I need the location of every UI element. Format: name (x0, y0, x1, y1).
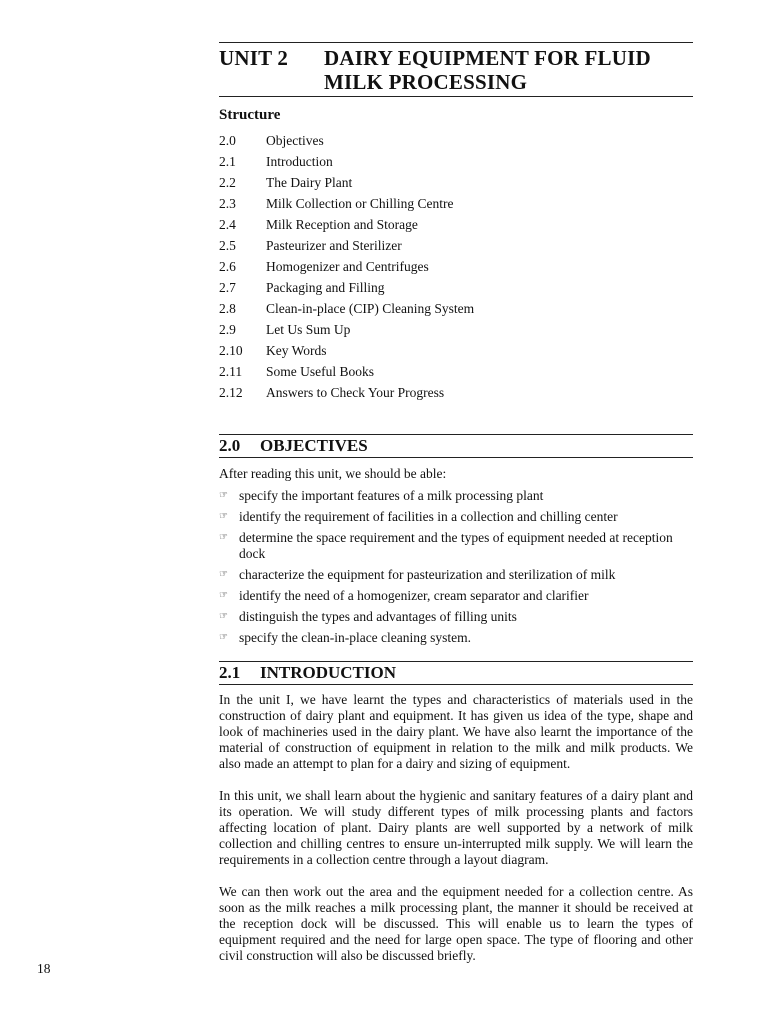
unit-title (324, 46, 693, 94)
hand-pointer-icon: ☞ (219, 590, 228, 601)
toc-item: 2.1 Introduction (219, 154, 333, 169)
toc-item: 2.2 The Dairy Plant (219, 175, 353, 190)
hand-pointer-icon: ☞ (219, 611, 228, 622)
hand-pointer-icon: ☞ (219, 569, 228, 580)
toc-item: 2.6 Homogenizer and Centrifuges (219, 259, 429, 274)
intro-paragraph-3: We can then work out the area and the equipment needed for a collection centre. As soon as the milk reaches a milk processing plant, the manner it should be received at the reception dock will be discussed. This will enable us to learn the types of equipment required and the need for large open space. The type of flooring and other civil construction will also be discussed briefly. (219, 884, 693, 963)
toc-item: 2.7 Packaging and Filling (219, 280, 385, 295)
toc-item: 2.8 Clean-in-place (CIP) Cleaning System (219, 301, 475, 316)
toc-item: 2.11 Some Useful Books (219, 364, 374, 379)
unit-header-rule (219, 96, 693, 97)
unit-title-line2: MILK PROCESSING (324, 70, 528, 94)
hand-pointer-icon: ☞ (219, 532, 228, 543)
toc-item: 2.12 Answers to Check Your Progress (219, 385, 445, 400)
list-item: ☞ specify the clean-in-place cleaning system. (219, 630, 472, 645)
introduction-title: INTRODUCTION (260, 663, 397, 682)
list-item: ☞ distinguish the types and advantages of filling units (219, 609, 517, 624)
intro-paragraph-2: In this unit, we shall learn about the hygienic and sanitary features of a dairy plant and its operation. We will study different types of milk processing plants and factors affecting location of plant. Dairy plants are well supported by a network of milk collection and chilling centres to ensure un-interrupted milk supply. We will learn the requirements in a collection centre through a layout diagram. (219, 788, 693, 867)
list-item: ☞ specify the important features of a milk processing plant (219, 488, 544, 503)
page-number: 18 (37, 961, 51, 976)
toc-item: 2.3 Milk Collection or Chilling Centre (219, 196, 454, 211)
introduction-heading (219, 662, 693, 684)
hand-pointer-icon: ☞ (219, 511, 228, 522)
toc-item: 2.9 Let Us Sum Up (219, 322, 351, 337)
intro-paragraph-1: In the unit I, we have learnt the types and characteristics of materials used in the construction of dairy plant and equipment. It has given us idea of the type, shape and look of machineries used in the dairy plant. We have also learnt the importance of the material of construction of equipment in relation to the milk and milk products. We also made an attempt to plan for a dairy and sizing of equipment. (219, 692, 693, 771)
toc-item: 2.10 Key Words (219, 343, 327, 358)
toc-item: 2.4 Milk Reception and Storage (219, 217, 418, 232)
hand-pointer-icon: ☞ (219, 490, 228, 501)
objectives-intro: After reading this unit, we should be able: (219, 466, 447, 481)
introduction-number: 2.1 (219, 663, 241, 682)
toc-item: 2.0 Objectives (219, 133, 324, 148)
toc-item: 2.5 Pasteurizer and Sterilizer (219, 238, 402, 253)
objectives-list (219, 488, 693, 646)
hand-pointer-icon: ☞ (219, 632, 228, 643)
structure-title: Structure (219, 107, 281, 123)
objectives-title: OBJECTIVES (260, 436, 368, 455)
unit-title-line1: DAIRY EQUIPMENT FOR FLUID (324, 46, 651, 70)
list-item: ☞ identify the need of a homogenizer, cream separator and clarifier (219, 588, 589, 603)
list-item: ☞ characterize the equipment for pasteurization and sterilization of milk (219, 567, 616, 582)
list-item: ☞ identify the requirement of facilities in a collection and chilling center (219, 509, 618, 524)
objectives-heading (219, 435, 693, 457)
unit-header (219, 43, 693, 96)
objectives-number: 2.0 (219, 436, 241, 455)
unit-number: UNIT 2 (219, 46, 289, 70)
page-content (219, 42, 693, 964)
list-item: ☞ determine the space requirement and the types of equipment needed at reception dock (219, 530, 673, 561)
structure-list (219, 130, 693, 403)
